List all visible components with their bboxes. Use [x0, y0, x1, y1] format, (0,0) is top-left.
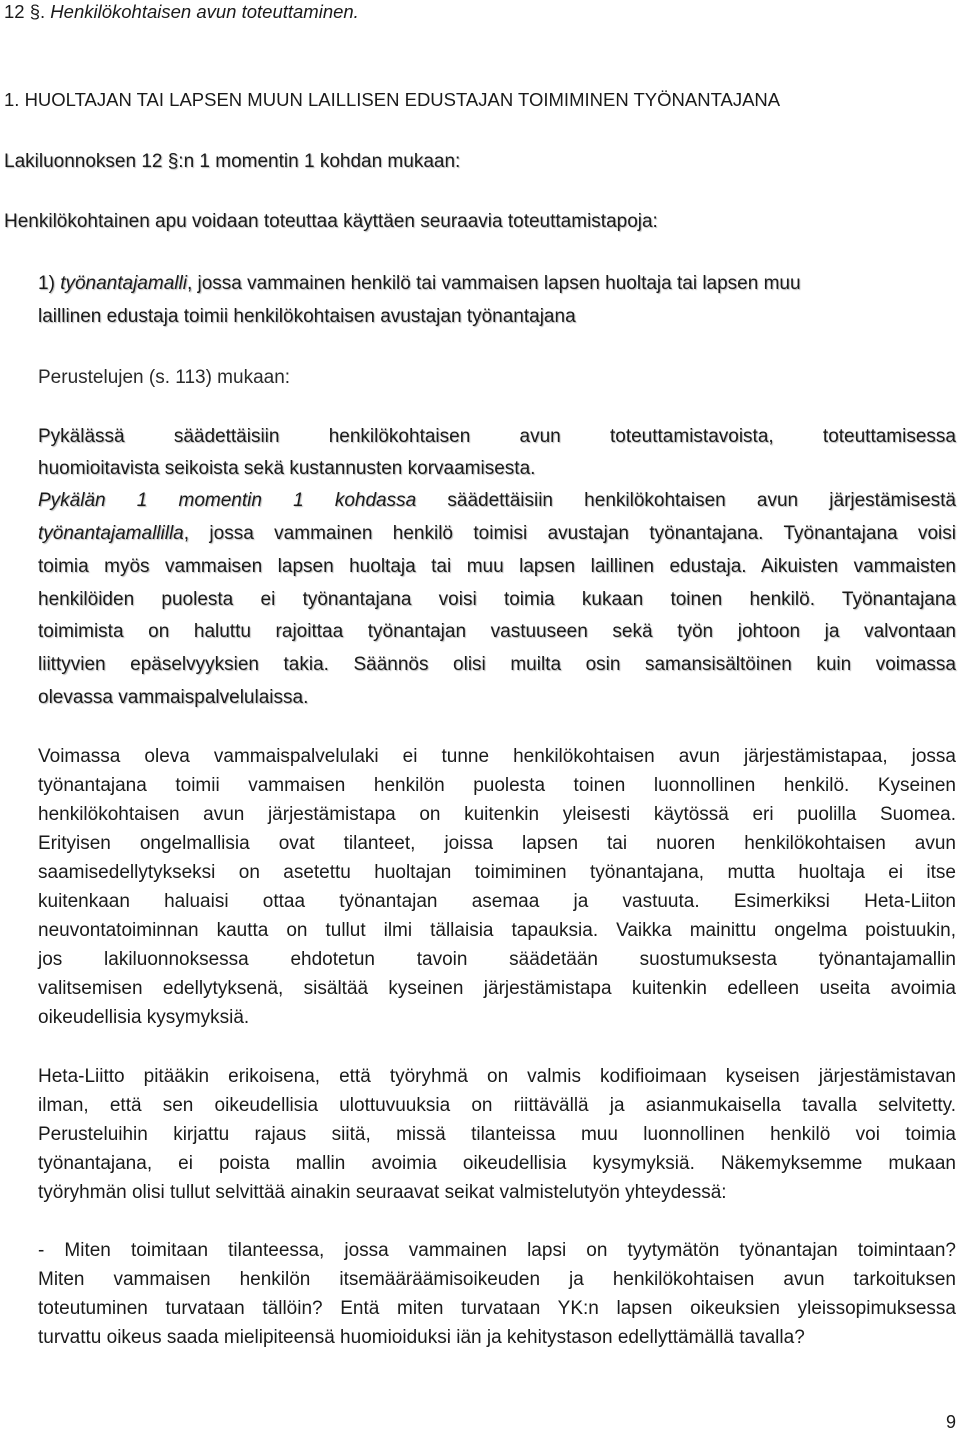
rationale-intro: Perustelujen (s. 113) mukaan:: [38, 367, 291, 388]
paragraph-line: Voimassa oleva vammaispalvelulaki ei tunne henkilökohtaisen avun järjestämistapaa, jossa: [38, 746, 956, 767]
paragraph-line: toteutuminen turvataan tällöin? Entä miten turvataan YK:n lapsen oikeuksien yleissopimuksessa: [38, 1298, 956, 1319]
paragraph-line: Perusteluihin kirjattu rajaus siitä, missä tilanteissa muu luonnollinen henkilö voi toimia: [38, 1124, 956, 1145]
section-number: 12 §.: [4, 1, 46, 22]
rationale-italic: Pykälän 1 momentin 1 kohdassa: [38, 490, 417, 511]
rationale-text: , jossa vammainen henkilö toimisi avustajan työnantajana. Työnantajana voisi: [183, 523, 956, 544]
paragraph-line: ilman, että sen oikeudellisia ulottuvuuksia on riittävällä ja asianmukaisella tavalla selvitetty.: [38, 1095, 956, 1116]
paragraph-line: työnantajana toimii vammaisen henkilön puolesta toinen luonnollinen henkilö. Kyseinen: [38, 775, 956, 796]
paragraph-line: kuitenkaan haluaisi ottaa työnantajan asemaa ja vastuuta. Esimerkiksi Heta-Liiton: [38, 891, 956, 912]
quote-number: 1): [38, 273, 55, 294]
quote-term: työnantajamalli: [60, 273, 187, 294]
rationale-line: [38, 489, 956, 513]
paragraph-line: saamisedellytykseksi on asetettu huoltajan toimiminen työnantajana, mutta huoltaja ei itse: [38, 862, 956, 883]
intro-line-1: Lakiluonnoksen 12 §:n 1 momentin 1 kohdan mukaan:: [4, 151, 461, 172]
main-heading: 1. HUOLTAJAN TAI LAPSEN MUUN LAILLISEN EDUSTAJAN TOIMIMINEN TYÖNANTAJANA: [4, 89, 781, 110]
rationale-text: säädettäisiin henkilökohtaisen avun järjestämisestä: [416, 490, 956, 511]
quote-line-2: laillinen edustaja toimii henkilökohtaisen avustajan työnantajana: [38, 306, 576, 327]
rationale-line: toimimista on haluttu rajoittaa työnantajan vastuuseen sekä työn johtoon ja valvontaan: [38, 621, 956, 642]
paragraph-line: Miten vammaisen henkilön itsemääräämisoikeuden ja henkilökohtaisen avun tarkoituksen: [38, 1269, 956, 1290]
rationale-line: henkilöiden puolesta ei työnantajana voisi toimia kukaan toinen henkilö. Työnantajana: [38, 589, 956, 610]
paragraph-line: Erityisen ongelmallisia ovat tilanteet, joissa lapsen tai nuoren henkilökohtaisen avun: [38, 833, 956, 854]
section-title: Henkilökohtaisen avun toteuttaminen.: [50, 1, 359, 22]
paragraph-line: työnantajana, ei poista mallin avoimia oikeudellisia kysymyksiä. Näkemyksemme mukaan: [38, 1153, 956, 1174]
rationale-line: olevassa vammaispalvelulaissa.: [38, 687, 309, 708]
quote-line-1: [38, 272, 801, 296]
paragraph-line: neuvontatoiminnan kautta on tullut ilmi tällaisia tapauksia. Vaikka mainittu ongelma poistuukin,: [38, 920, 956, 941]
rationale-line: [38, 522, 956, 546]
rationale-line: Pykälässä säädettäisiin henkilökohtaisen avun toteuttamistavoista, toteuttamisessa: [38, 426, 956, 447]
page-number: 9: [945, 1412, 956, 1432]
rationale-italic: työnantajamallilla: [38, 523, 184, 544]
paragraph-line: oikeudellisia kysymyksiä.: [38, 1007, 250, 1028]
paragraph-line: jos lakiluonnoksessa ehdotetun tavoin säädetään suostumuksesta työnantajamallin: [38, 949, 956, 970]
paragraph-line: Heta-Liitto pitääkin erikoisena, että työryhmä on valmis kodifioimaan kyseisen järjestämistavan: [38, 1066, 956, 1087]
paragraph-line: työryhmän olisi tullut selvittää ainakin seuraavat seikat valmistelutyön yhteydessä:: [38, 1182, 727, 1203]
paragraph-line: valitsemisen edellytyksenä, sisältää kyseinen järjestämistapa kuitenkin edelleen useita avoimia: [38, 978, 956, 999]
intro-line-2: Henkilökohtainen apu voidaan toteuttaa käyttäen seuraavia toteuttamistapoja:: [4, 211, 658, 232]
paragraph-line: - Miten toimitaan tilanteessa, jossa vammainen lapsi on tyytymätön työnantajan toimintaan?: [38, 1240, 956, 1261]
paragraph-line: turvattu oikeus saada mielipiteensä huomioiduksi iän ja kehitystason edellyttämällä tavalla?: [38, 1327, 805, 1348]
section-header: [4, 0, 359, 24]
quote-rest: , jossa vammainen henkilö tai vammaisen lapsen huoltaja tai lapsen muu: [186, 273, 801, 294]
paragraph-line: henkilökohtaisen avun järjestämistapa on kuitenkin yleisesti käytössä eri puolilla Suomea.: [38, 804, 956, 825]
rationale-line: liittyvien epäselvyyksien takia. Säännös olisi muilta osin samansisältöinen kuin voimassa: [38, 654, 956, 675]
rationale-line: toimia myös vammaisen lapsen huoltaja tai muu lapsen laillinen edustaja. Aikuisten vammaisten: [38, 556, 956, 577]
rationale-line: huomioitavista seikoista sekä kustannusten korvaamisesta.: [38, 458, 536, 479]
